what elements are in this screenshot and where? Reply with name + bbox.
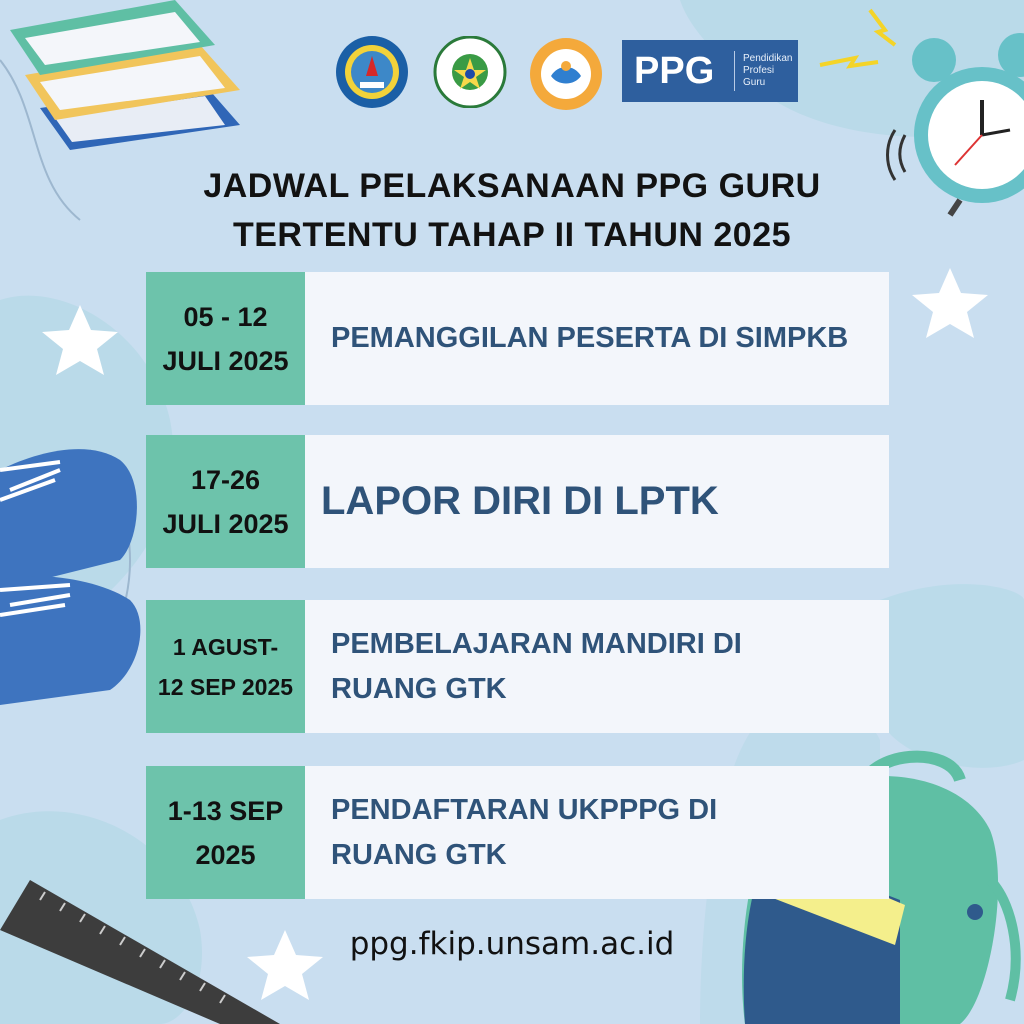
schedule-date-line2: JULI 2025 bbox=[162, 345, 289, 376]
universitas-samudra-logo bbox=[428, 36, 512, 108]
schedule-desc-line2: RUANG GTK bbox=[331, 838, 507, 871]
title-line-2: TERTENTU TAHAP II TAHUN 2025 bbox=[232, 216, 792, 254]
ppg-logo-divider bbox=[734, 51, 735, 91]
logo-row bbox=[330, 36, 800, 108]
schedule-desc-line2: RUANG GTK bbox=[331, 672, 507, 705]
schedule-row bbox=[146, 435, 889, 568]
schedule-description bbox=[305, 435, 889, 568]
ppg-logo-text: PPG bbox=[634, 49, 715, 92]
schedule-desc-line1: PEMANGGILAN PESERTA DI SIMPKB bbox=[331, 322, 849, 354]
ppg-logo-line1: Pendidikan bbox=[743, 53, 793, 64]
schedule-row bbox=[146, 272, 889, 405]
schedule-date-line2: 2025 bbox=[195, 839, 256, 870]
schedule-date-line1: 1 AGUST- bbox=[172, 633, 279, 660]
schedule-date-line1: 05 - 12 bbox=[183, 301, 268, 332]
schedule-desc-line1: LAPOR DIRI DI LPTK bbox=[321, 479, 719, 523]
schedule-description bbox=[305, 600, 889, 733]
schedule-date-line1: 1-13 SEP bbox=[167, 795, 284, 826]
schedule-date-line2: 12 SEP 2025 bbox=[157, 673, 294, 700]
schedule-date bbox=[146, 435, 305, 568]
books-icon bbox=[10, 0, 240, 150]
website-url[interactable]: ppg.fkip.unsam.ac.id bbox=[349, 926, 675, 962]
tut-wuri-handayani-logo bbox=[330, 36, 414, 108]
schedule-date bbox=[146, 272, 305, 405]
ppg-logo-line2: Profesi bbox=[743, 65, 775, 76]
ppg-logo bbox=[622, 40, 798, 102]
schedule-date bbox=[146, 600, 305, 733]
title-line-1: JADWAL PELAKSANAAN PPG GURU bbox=[203, 167, 821, 205]
schedule-desc-line1: PEMBELAJARAN MANDIRI DI bbox=[331, 627, 742, 660]
schedule-desc-line1: PENDAFTARAN UKPPPG DI bbox=[331, 793, 718, 826]
ppg-logo-line3: Guru bbox=[743, 77, 766, 88]
diktisaintek-berdampak-logo bbox=[526, 36, 606, 116]
schedule-description bbox=[305, 766, 889, 899]
schedule-row bbox=[146, 766, 889, 899]
schedule-date bbox=[146, 766, 305, 899]
schedule-date-line1: 17-26 bbox=[190, 464, 261, 495]
schedule-row bbox=[146, 600, 889, 733]
ppg-logo-subtitle bbox=[743, 53, 792, 89]
schedule-date-line2: JULI 2025 bbox=[162, 508, 289, 539]
page-title bbox=[0, 162, 1024, 260]
schedule-description bbox=[305, 272, 889, 405]
